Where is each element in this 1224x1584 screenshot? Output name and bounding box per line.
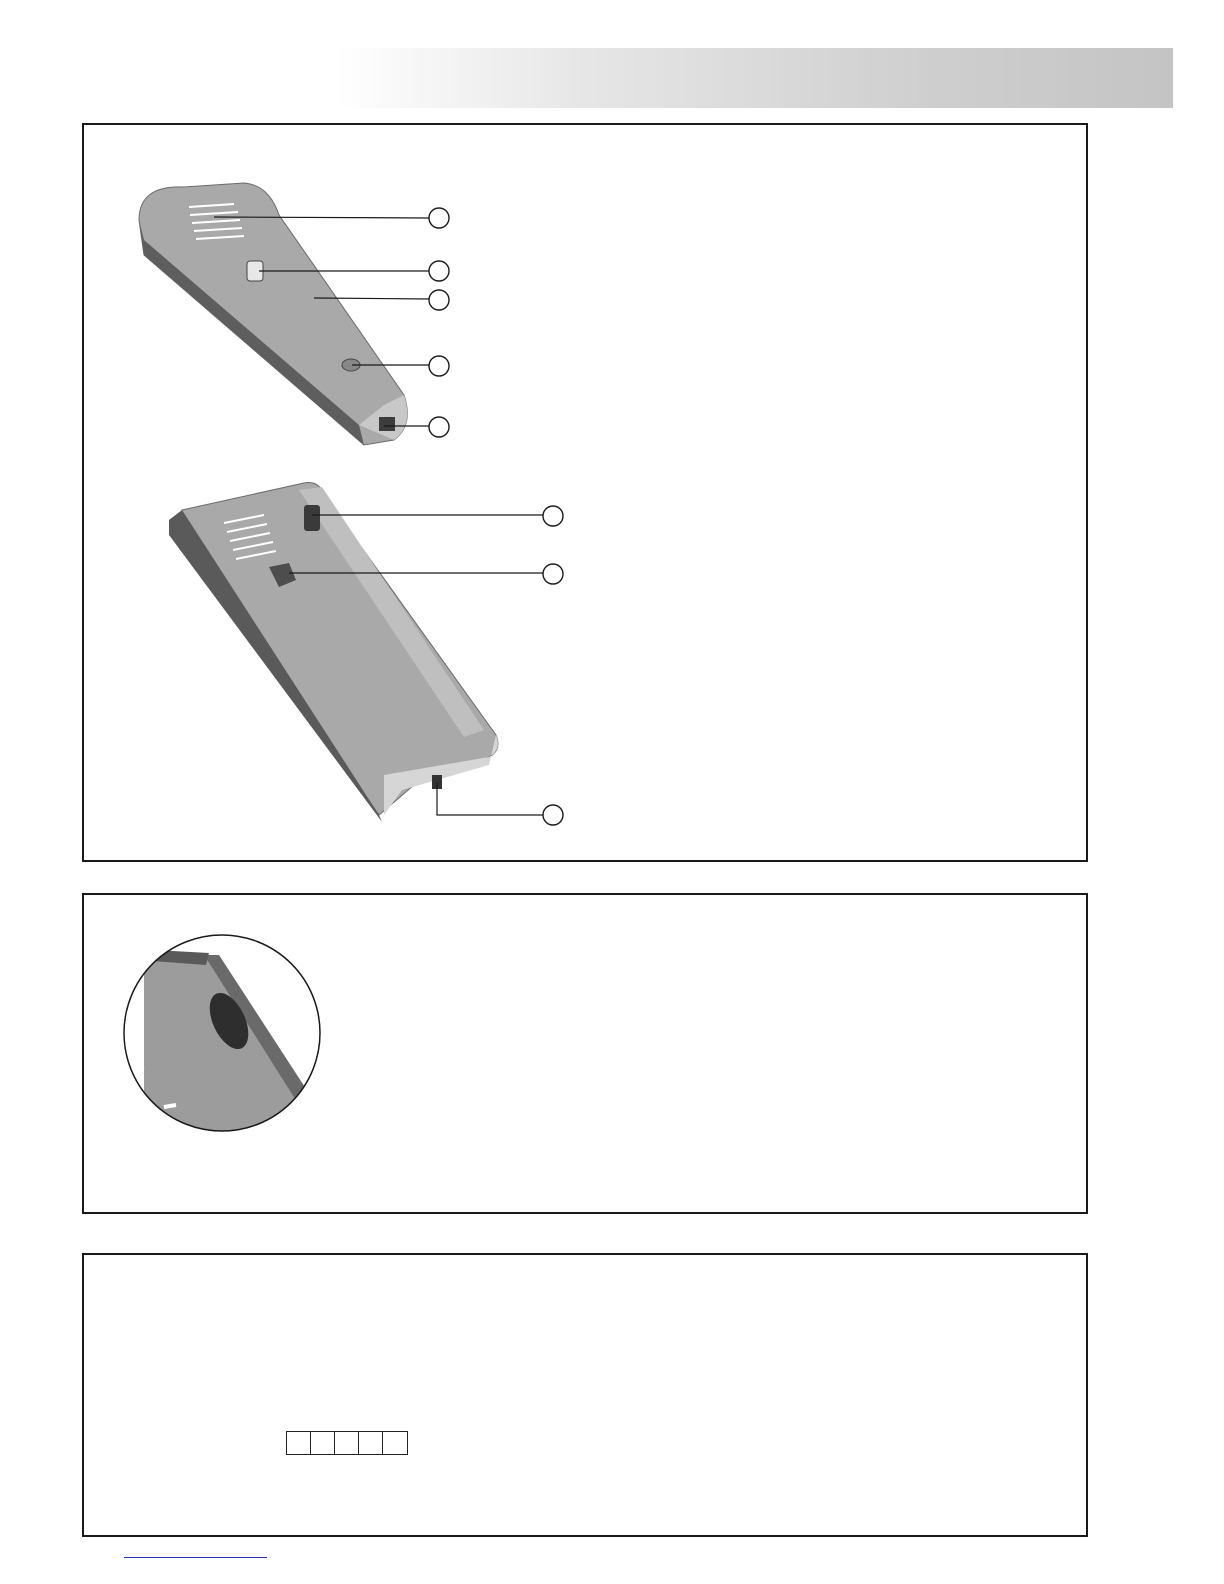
callout-circle-8	[543, 805, 563, 825]
footer-link[interactable]	[124, 1557, 267, 1558]
callout-circle-4	[429, 356, 449, 376]
handset-diagram-panel	[82, 123, 1088, 862]
handset-back-illustration	[139, 183, 407, 445]
detail-zoom-panel	[82, 893, 1088, 1214]
callout-circle-1	[429, 208, 449, 228]
code-entry-boxes	[286, 1431, 408, 1455]
handset-battery-illustration	[169, 483, 498, 823]
code-cell-4	[359, 1432, 383, 1454]
callout-circle-7	[543, 564, 563, 584]
handset-diagram	[84, 125, 1088, 862]
callout-circle-6	[543, 506, 563, 526]
connector-jack-upper	[379, 417, 395, 431]
header-gradient-bar	[335, 48, 1173, 108]
code-cell-2	[311, 1432, 335, 1454]
side-button	[304, 505, 320, 531]
detail-zoom-illustration	[84, 895, 1088, 1214]
code-cell-1	[287, 1432, 311, 1454]
code-cell-5	[383, 1432, 407, 1454]
callout-circle-3	[429, 290, 449, 310]
callout-circle-2	[429, 261, 449, 281]
code-panel	[82, 1253, 1088, 1537]
code-cell-3	[335, 1432, 359, 1454]
callout-circle-5	[429, 417, 449, 437]
